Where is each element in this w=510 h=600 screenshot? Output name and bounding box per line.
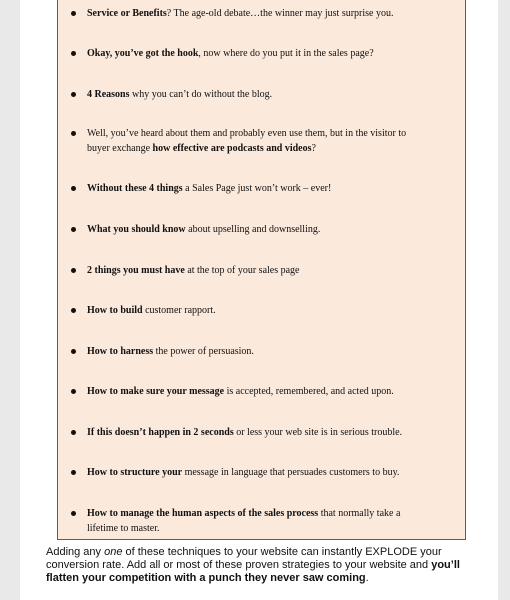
item-bold-text: If this doesn’t happen in 2 seconds — [87, 427, 234, 438]
item-bold-text: How to harness — [87, 346, 154, 357]
bullet-icon — [71, 349, 76, 354]
item-text: message in language that persuades customers to buy. — [182, 467, 400, 478]
item-text: a Sales Page just won’t work – ever! — [182, 183, 332, 194]
bullet-icon — [71, 11, 76, 16]
item-bold-text: Service or Benefits — [87, 8, 167, 19]
list-item — [87, 506, 427, 536]
item-bold-text: What you should know — [87, 224, 186, 235]
list-item — [87, 384, 427, 399]
list-item — [87, 425, 427, 440]
item-text: about upselling and downselling. — [185, 224, 321, 235]
list-item — [87, 465, 427, 480]
bullet-icon — [71, 430, 76, 435]
item-text: or less your web site is in serious trouble. — [233, 427, 403, 438]
item-bold-text: How to make sure your message — [87, 386, 225, 397]
bullet-icon — [71, 131, 76, 136]
list-item — [87, 87, 427, 102]
item-bold-text: How to build — [87, 305, 143, 316]
list-item — [87, 303, 427, 318]
list-item — [87, 222, 427, 237]
item-text: why you can’t do without the blog. — [129, 89, 273, 100]
list-item — [87, 6, 427, 21]
benefits-box — [57, 0, 466, 540]
list-item — [87, 344, 427, 359]
bullet-icon — [71, 227, 76, 232]
item-text: at the top of your sales page — [184, 265, 300, 276]
item-text: ? — [311, 143, 316, 154]
outro-text: Adding any — [46, 546, 105, 558]
item-text: , now where do you put it in the sales page? — [198, 48, 374, 59]
list-item — [87, 126, 427, 156]
item-bold-text: How to manage the human aspects of the sales process — [87, 508, 319, 519]
outro-text: . — [365, 572, 369, 584]
item-bold-text: Without these 4 things — [87, 183, 183, 194]
bullet-icon — [71, 389, 76, 394]
item-bold-text: Okay, you’ve got the hook — [87, 48, 199, 59]
item-bold-text: How to structure your — [87, 467, 183, 478]
bullet-icon — [71, 186, 76, 191]
page-content — [20, 0, 498, 600]
outro-italic-text: one — [104, 546, 123, 558]
bullet-icon — [71, 92, 76, 97]
bullet-icon — [71, 308, 76, 313]
item-text: customer rapport. — [142, 305, 216, 316]
bullet-icon — [71, 511, 76, 516]
item-text: Well, you’ve heard about them and probably even use them, but in the visitor to buyer exchange — [87, 128, 407, 154]
item-bold-text: how effective are podcasts and videos — [152, 143, 312, 154]
list-item — [87, 263, 427, 278]
item-bold-text: 4 Reasons — [87, 89, 130, 100]
bullet-icon — [71, 268, 76, 273]
item-text: that normally take a lifetime to master. — [87, 508, 401, 534]
outro-paragraph — [46, 546, 486, 585]
list-item — [87, 46, 427, 61]
item-text: is accepted, remembered, and acted upon. — [224, 386, 394, 397]
outro-bold-text: you’ll flatten your competition with a punch they never saw coming — [46, 559, 460, 584]
bullet-icon — [71, 470, 76, 475]
bullet-icon — [71, 51, 76, 56]
item-text: ? The age-old debate…the winner may just surprise you. — [166, 8, 394, 19]
item-text: the power of persuasion. — [153, 346, 254, 357]
outro-text: of these techniques to your website can instantly EXPLODE your conversion rate. Add all or most of these proven strategies to your website and — [46, 546, 442, 571]
list-item — [87, 181, 427, 196]
item-bold-text: 2 things you must have — [87, 265, 185, 276]
